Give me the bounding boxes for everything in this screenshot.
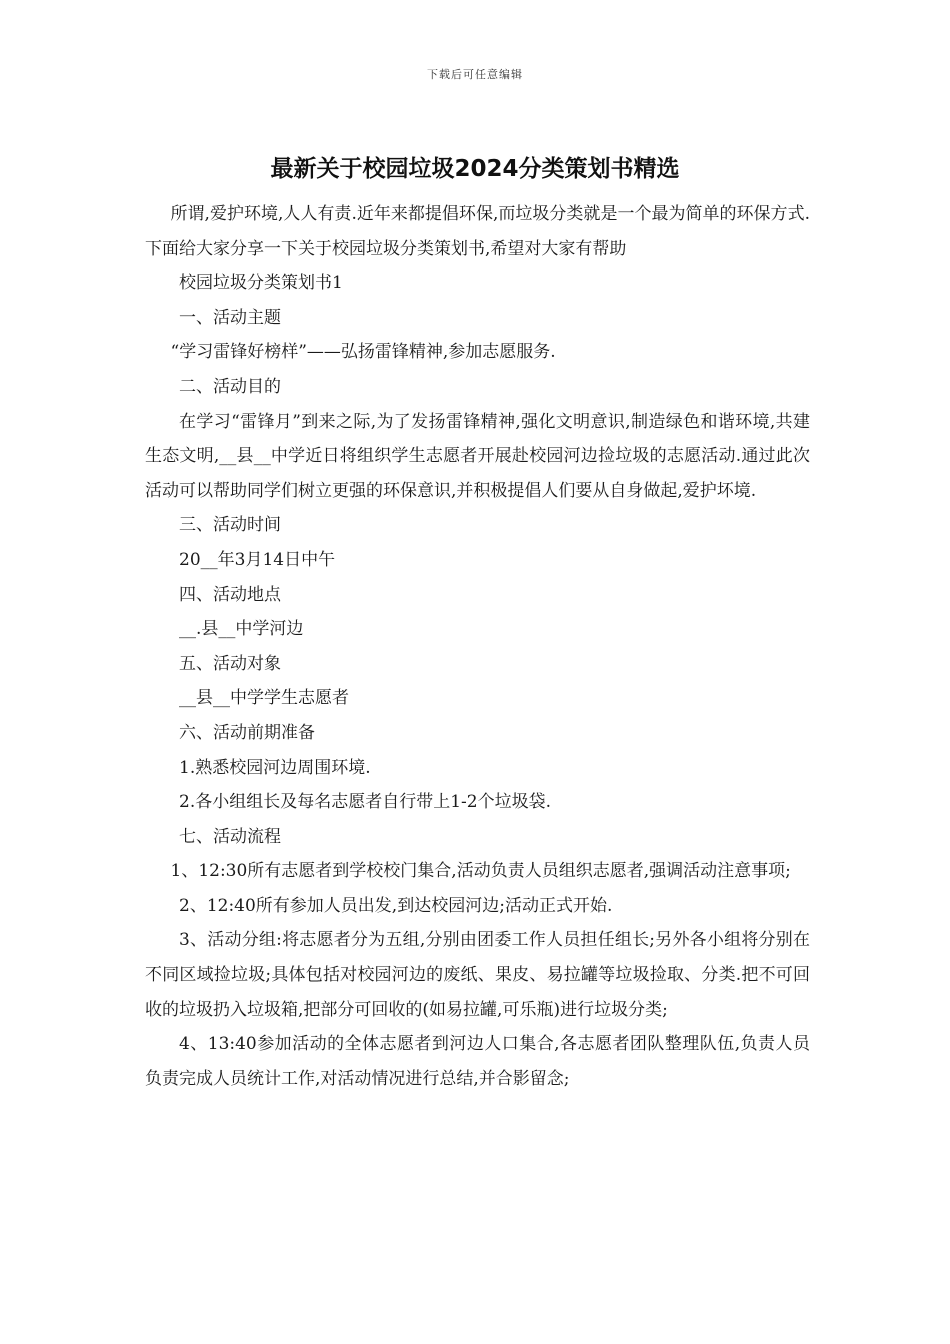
intro-paragraph: 所谓,爱护环境,人人有责.近年来都提倡环保,而垃圾分类就是一个最为简单的环保方式.下面给大家分享一下关于校园垃圾分类策划书,希望对大家有帮助 — [145, 204, 810, 259]
section-heading-preparation: 六、活动前期准备 — [179, 722, 315, 743]
section-subtitle: 校园垃圾分类策划书1 — [179, 273, 343, 294]
header-note: 下载后可任意编辑 — [427, 68, 523, 81]
paragraph-preparation-1: 1.熟悉校园河边周围环境. — [179, 757, 371, 778]
paragraph-process-4: 4、13:40参加活动的全体志愿者到河边人口集合,各志愿者团队整理队伍,负责人员负责完成人员统计工作,对活动情况进行总结,并合影留念; — [145, 1034, 810, 1089]
paragraph-location: __.县__中学河边 — [179, 619, 304, 640]
paragraph-purpose: 在学习“雷锋月”到来之际,为了发扬雷锋精神,强化文明意识,制造绿色和谐环境,共建生态文明,__县__中学近日将组织学生志愿者开展赴校园河边捡垃圾的志愿活动.通过此次活动可以帮助同学们树立更强的环保意识,并积极提倡人们要从自身做起,爱护坏境. — [145, 411, 810, 501]
paragraph-time: 20__年3月14日中午 — [179, 549, 336, 570]
section-heading-participants: 五、活动对象 — [179, 653, 281, 674]
section-heading-time: 三、活动时间 — [179, 515, 281, 536]
paragraph-process-2: 2、12:40所有参加人员出发,到达校园河边;活动正式开始. — [179, 895, 613, 916]
document-body — [145, 197, 810, 1096]
document-title: 最新关于校园垃圾2024分类策划书精选 — [270, 156, 680, 182]
section-heading-purpose: 二、活动目的 — [179, 376, 281, 397]
section-heading-process: 七、活动流程 — [179, 826, 281, 847]
paragraph-participants: __县__中学学生志愿者 — [179, 688, 349, 709]
paragraph-theme: “学习雷锋好榜样”——弘扬雷锋精神,参加志愿服务. — [170, 342, 556, 363]
paragraph-preparation-2: 2.各小组组长及每名志愿者自行带上1-2个垃圾袋. — [179, 792, 551, 813]
paragraph-process-3: 3、活动分组:将志愿者分为五组,分别由团委工作人员担任组长;另外各小组将分别在不同区域捡垃圾;具体包括对校园河边的废纸、果皮、易拉罐等垃圾捡取、分类.把不可回收的垃圾扔入垃圾箱,把部分可回收的(如易拉罐,可乐瓶)进行垃圾分类; — [145, 930, 810, 1020]
section-heading-location: 四、活动地点 — [179, 584, 281, 605]
paragraph-process-1: 1、12:30所有志愿者到学校校门集合,活动负责人员组织志愿者,强调活动注意事项; — [170, 861, 791, 882]
section-heading-theme: 一、活动主题 — [179, 307, 281, 328]
